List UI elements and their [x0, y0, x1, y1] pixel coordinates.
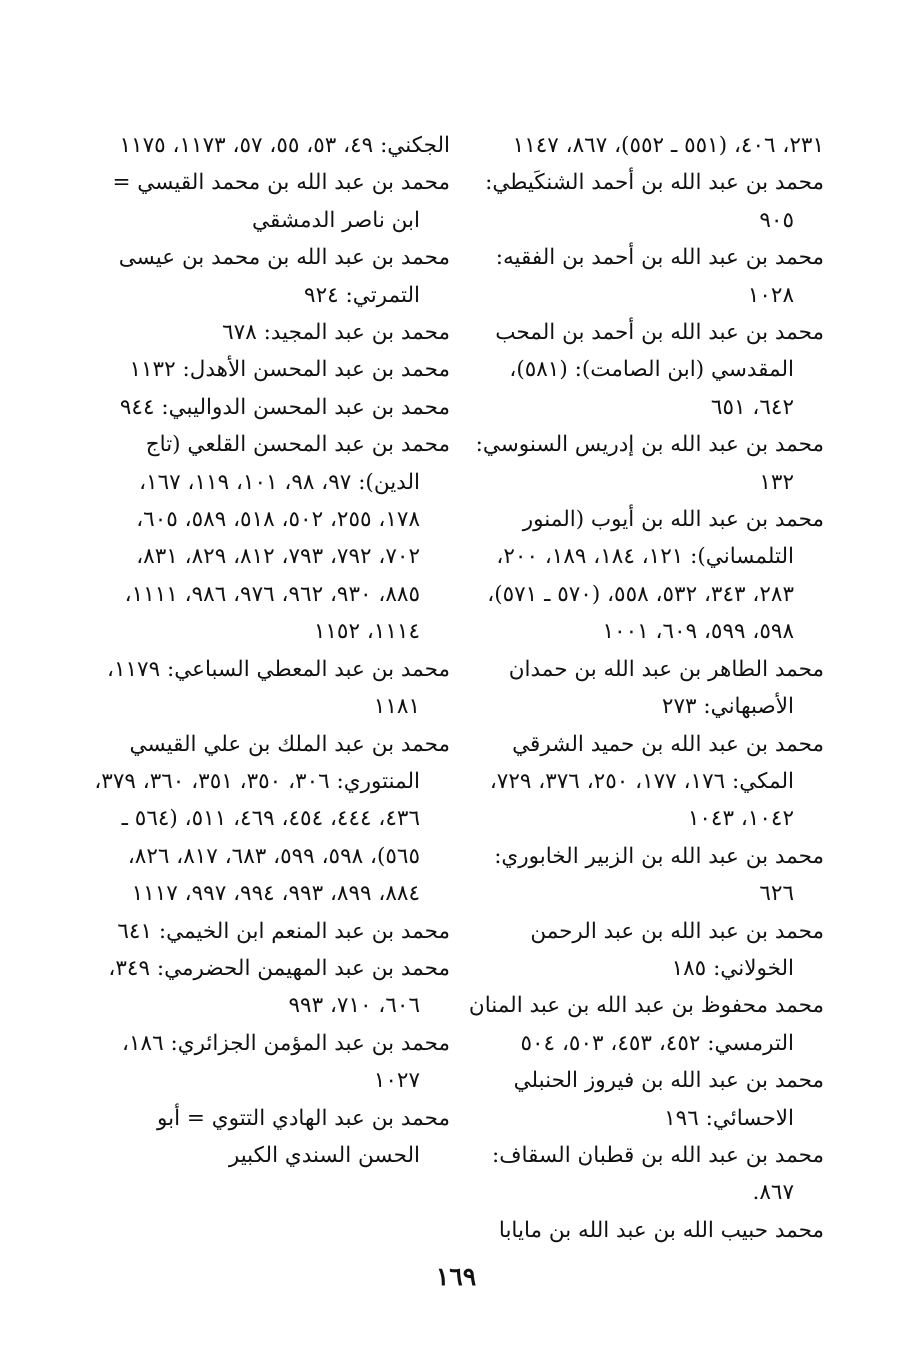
index-entry: محمد بن عبد الله بن حميد الشرقي المكي: ١٧٦، ١٧٧، ٢٥٠، ٣٧٦، ٧٢٩، ١٠٤٢، ١٠٤٣	[489, 731, 824, 832]
index-entry: محمد بن عبد المؤمن الجزائري: ١٨٦، ١٠٢٧	[122, 1030, 450, 1094]
index-entry: محمد بن عبد المنعم ابن الخيمي: ٦٤١	[117, 918, 450, 944]
index-entry: محمد بن عبد المجيد: ٦٧٨	[222, 320, 450, 346]
index-entry: محمد بن عبد الله بن إدريس السنوسي: ١٣٢	[475, 432, 824, 495]
index-entry: محمد بن عبد الله بن الزبير الخابوري: ٦٢٦	[494, 843, 824, 907]
index-entry: ٢٣١، ٤٠٦، (٥٥١ ـ ٥٥٢)، ٨٦٧، ١١٤٧	[512, 133, 824, 158]
index-entry: محمد بن عبد المحسن الأهدل: ١١٣٢	[129, 357, 450, 383]
index-entry: محمد بن عبد الله بن عبد الرحمن الخولاني: ١٨٥	[530, 918, 824, 981]
index-entry: محمد بن عبد الله بن فيروز الحنبلي الاحسائي: ١٩٦	[513, 1068, 824, 1131]
index-entry: محمد بن عبد الله بن محمد بن عيسى التمرتي: ٩٢٤	[118, 245, 450, 308]
index-entry: محمد بن عبد الهادي التتوي = أبو الحسن السندي الكبير	[157, 1105, 450, 1168]
index-entry: محمد بن عبد الله بن أيوب (المنور التلمساني): ١٢١، ١٨٤، ١٨٩، ٢٠٠، ٢٨٣، ٣٤٣، ٥٣٢، ٥٥٨، (٥٧٠ ـ ٥٧١)، ٥٩٨، ٥٩٩، ٦٠٩، ١٠٠١	[487, 507, 824, 645]
index-entry: محمد بن عبد الملك بن علي القيسي المنتوري: ٣٠٦، ٣٥٠، ٣٥١، ٣٦٠، ٣٧٩، ٤٣٦، ٤٤٤، ٤٥٤، ٤٦٩، ٥١١، (٥٦٤ ـ ٥٦٥)، ٥٩٨، ٥٩٩، ٦٨٣، ٨١٧، ٨٢٦، ٨٨٤، ٨٩٩، ٩٩٣، ٩٩٤، ٩٩٧، ١١١٧	[94, 731, 450, 907]
index-entry: محمد محفوظ بن عبد الله بن عبد المنان الترمسي: ٤٥٢، ٤٥٣، ٥٠٣، ٥٠٤	[468, 993, 824, 1056]
page-number: ١٦٩	[435, 1262, 477, 1291]
index-entry: محمد بن عبد الله بن قطبان السقاف: ٨٦٧.	[492, 1142, 824, 1206]
index-entry: محمد حبيب الله بن عبد الله بن مايابا	[498, 1217, 824, 1243]
index-entry: محمد الطاهر بن عبد الله بن حمدان الأصبهاني: ٢٧٣	[508, 656, 824, 720]
index-entry: محمد بن عبد الله بن أحمد بن المحب المقدسي (ابن الصامت): (٥٨١)، ٦٤٢، ٦٥١	[495, 320, 824, 420]
index-entry: محمد بن عبد المعطي السباعي: ١١٧٩، ١١٨١	[106, 656, 450, 720]
index-entry: محمد بن عبد المحسن الدواليبي: ٩٤٤	[119, 394, 450, 420]
index-column-right	[464, 127, 824, 1249]
index-entry: محمد بن عبد المهيمن الحضرمي: ٣٤٩، ٦٠٦، ٧١٠، ٩٩٣	[108, 955, 450, 1019]
index-entry: محمد بن عبد الله بن محمد القيسي = ابن ناصر الدمشقي	[112, 170, 450, 233]
index-column-left	[94, 127, 450, 1174]
index-entry: محمد بن عبد الله بن أحمد بن الفقيه: ١٠٢٨	[495, 245, 824, 308]
index-entry: الجكني: ٤٩، ٥٣، ٥٥، ٥٧، ١١٧٣، ١١٧٥	[119, 133, 450, 158]
index-entry: محمد بن عبد المحسن القلعي (تاج الدين): ٩٧، ٩٨، ١٠١، ١١٩، ١٦٧، ١٧٨، ٢٥٥، ٥٠٢، ٥١٨، ٥٨٩، ٦٠٥، ٧٠٢، ٧٩٢، ٧٩٣، ٨١٢، ٨٢٩، ٨٣١، ٨٨٥، ٩٣٠، ٩٦٢، ٩٧٦، ٩٨٦، ١١١١، ١١١٤، ١١٥٢	[124, 432, 450, 645]
index-entry: محمد بن عبد الله بن أحمد الشنكَيطي: ٩٠٥	[485, 170, 824, 233]
